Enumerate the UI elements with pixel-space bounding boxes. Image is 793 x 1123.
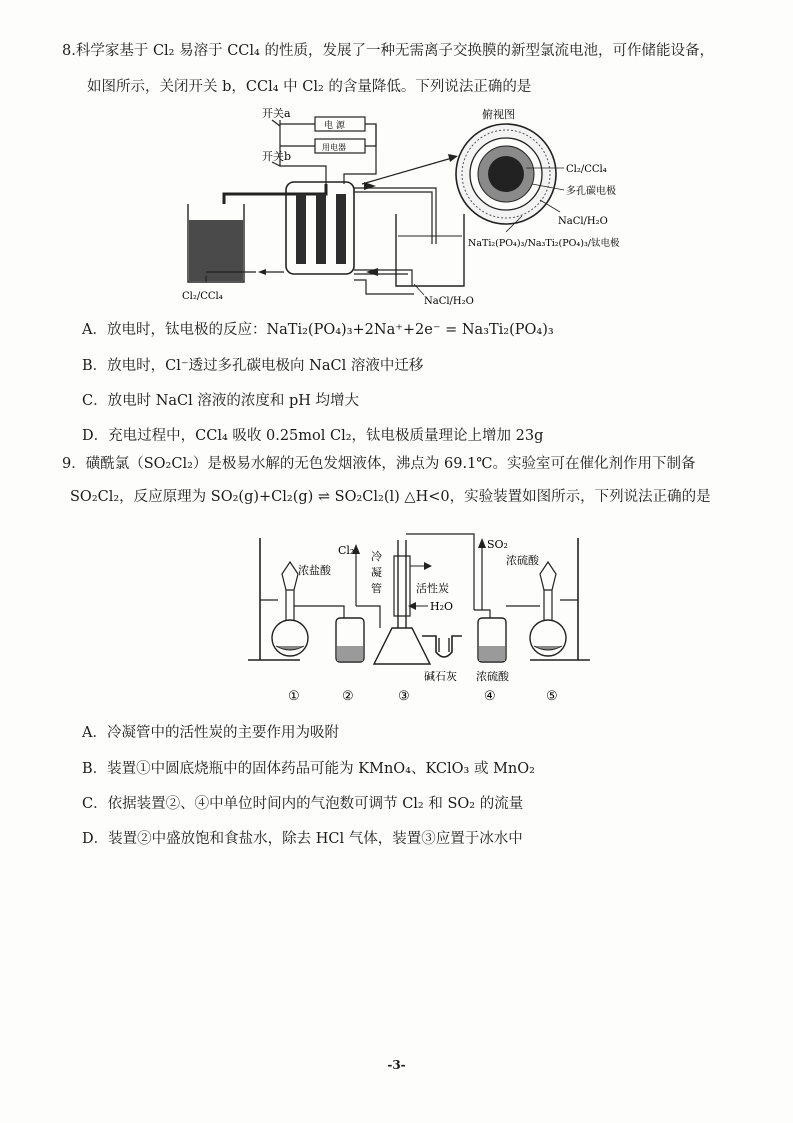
q9-stem-text-1: 磺酰氯（SO₂Cl₂）是极易水解的无色发烟液体，沸点为 69.1℃。实验室可在催化剂作用下制备 bbox=[85, 456, 696, 472]
q9-stem-line2: SO₂Cl₂，反应原理为 SO₂(g)+Cl₂(g) ⇌ SO₂Cl₂(l) △H<0，实验装置如图所示，下列说法正确的是 bbox=[70, 489, 711, 505]
switch-a-label: 开关a bbox=[262, 107, 291, 120]
condenser-char-1: 冷 bbox=[371, 550, 382, 563]
flask-1 bbox=[272, 620, 308, 656]
left-cl2-ccl4-label: Cl₂/CCl₄ bbox=[182, 291, 223, 302]
condenser-char-2: 凝 bbox=[371, 566, 382, 579]
top-view-label: 俯视图 bbox=[482, 108, 515, 121]
flask-3 bbox=[374, 628, 430, 664]
top-view-porous-carbon: 多孔碳电极 bbox=[566, 186, 616, 197]
apparatus-label-4: ④ bbox=[484, 689, 496, 704]
conc-hcl-label: 浓盐酸 bbox=[298, 564, 331, 577]
apparatus-label-5: ⑤ bbox=[546, 689, 558, 704]
top-view-cl2-ccl4: Cl₂/CCl₄ bbox=[566, 164, 607, 175]
apparatus-label-1: ① bbox=[288, 689, 300, 704]
q8-option-a[interactable]: A．放电时，钛电极的反应：NaTi₂(PO₄)₃+2Na⁺+2e⁻ = Na₃Ti₂(PO₄)₃ bbox=[82, 322, 554, 338]
right-beaker bbox=[396, 214, 464, 286]
so2-label: SO₂ bbox=[487, 538, 508, 551]
flask-5 bbox=[530, 620, 566, 656]
u-tube bbox=[422, 636, 462, 657]
appliance-label: 用电器 bbox=[322, 143, 346, 152]
q9-stem-line1 bbox=[62, 454, 696, 474]
activated-carbon-label: 活性炭 bbox=[416, 582, 449, 595]
funnel-5 bbox=[540, 562, 556, 590]
page-number: -3- bbox=[387, 1058, 406, 1072]
q8-number: 8. bbox=[62, 43, 76, 59]
power-source-label: 电 源 bbox=[324, 121, 345, 131]
bottom-nacl-h2o-label: NaCl/H₂O bbox=[424, 296, 474, 307]
q8-battery-figure bbox=[176, 104, 666, 314]
q9-option-a[interactable]: A．冷凝管中的活性炭的主要作用为吸附 bbox=[82, 725, 339, 741]
q8-stem-line1 bbox=[62, 41, 714, 61]
funnel-1 bbox=[282, 562, 298, 590]
apparatus-label-3: ③ bbox=[398, 689, 410, 704]
q9-option-c[interactable]: C．依据装置②、④中单位时间内的气泡数可调节 Cl₂ 和 SO₂ 的流量 bbox=[82, 796, 524, 812]
q9-apparatus-figure bbox=[240, 520, 600, 706]
conc-h2so4-bottom-label: 浓硫酸 bbox=[476, 670, 509, 683]
q8-stem-text-1: 科学家基于 Cl₂ 易溶于 CCl₄ 的性质，发展了一种无需离子交换膜的新型氯流电池，可作储能设备， bbox=[75, 43, 714, 59]
q9-option-d[interactable]: D．装置②中盛放饱和食盐水，除去 HCl 气体，装置③应置于冰水中 bbox=[82, 831, 523, 847]
water-label: H₂O bbox=[430, 600, 454, 613]
soda-lime-label: 碱石灰 bbox=[424, 670, 457, 683]
apparatus-label-2: ② bbox=[342, 689, 354, 704]
q9-number: 9． bbox=[62, 456, 86, 472]
conc-h2so4-top-label: 浓硫酸 bbox=[506, 554, 539, 567]
top-view-nacl-h2o: NaCl/H₂O bbox=[558, 216, 608, 227]
switch-b-label: 开关b bbox=[262, 150, 292, 163]
condenser bbox=[394, 556, 410, 616]
q9-option-b[interactable]: B．装置①中圆底烧瓶中的固体药品可能为 KMnO₄、KClO₃ 或 MnO₂ bbox=[82, 761, 535, 777]
q8-option-d[interactable]: D．充电过程中，CCl₄ 吸收 0.25mol Cl₂，钛电极质量理论上增加 23g bbox=[82, 428, 544, 444]
condenser-char-3: 管 bbox=[371, 582, 382, 595]
q8-option-c[interactable]: C．放电时 NaCl 溶液的浓度和 pH 均增大 bbox=[82, 393, 360, 409]
cl2-label: Cl₂ bbox=[338, 544, 355, 557]
q8-option-b[interactable]: B．放电时，Cl⁻透过多孔碳电极向 NaCl 溶液中迁移 bbox=[82, 358, 424, 374]
top-view-ti-electrode: NaTi₂(PO₄)₃/Na₃Ti₂(PO₄)₃/钛电极 bbox=[468, 238, 620, 249]
q8-stem-line2: 如图所示，关闭开关 b，CCl₄ 中 Cl₂ 的含量降低。下列说法正确的是 bbox=[87, 79, 532, 95]
